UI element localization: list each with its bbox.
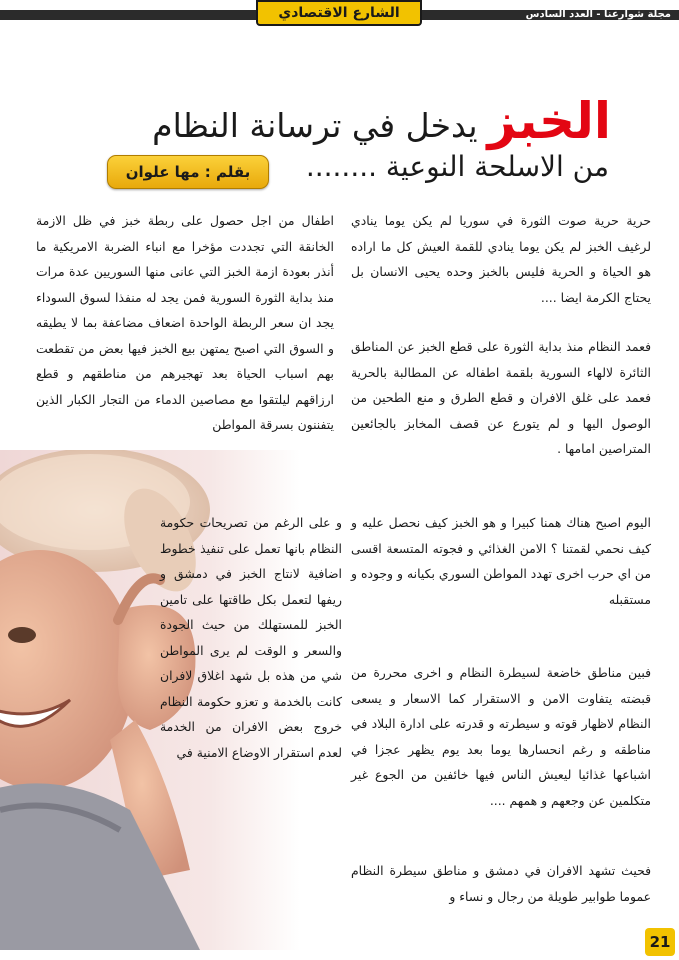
paragraph-text: فعمد النظام منذ بداية الثورة على قطع الخبز عن المناطق الثائرة لالهاء السورية بلقمة اطفاله عن المطالبة بالحرية فعمد على غلق الافران و قطع الطرق و منع الطحين من الوصول اليها و لم يتورع عن قصف المخابز بالجائعين المتراصين امامها . [351, 339, 651, 456]
paragraph-text: فحيث تشهد الافران في دمشق و مناطق سيطرة النظام عموما طوابير طويلة من رجال و نساء و [351, 863, 651, 904]
paragraph [351, 334, 651, 462]
paragraph [351, 660, 651, 813]
paragraph-text: حرية حرية صوت الثورة في سوريا لم يكن يوما ينادي لرغيف الخبز لم يكن يوما ينادي للقمة العيش كل ما اراده هو الحياة و الحرية فليس بالخبز وحده يحيى الانسان بل يحتاج الكرمة ايضا .... [351, 213, 651, 305]
article-title [91, 76, 611, 150]
paragraph-text: اطفال من اجل حصول على ربطة خبز في ظل الازمة الخانقة التي تجددت مؤخرا مع انباء الضربة الامريكية ما أنذر بعودة ازمة الخبز التي عانى منها السوريين عدة مرات منذ بداية الثورة السورية فمن يجد له منفذا لسوق السوداء يجد ان سعر الربطة الواحدة اضعاف مضاعفة بما لا يطيقه و السوق التي اصبح يمتهن بيع الخبز فيها بعض من تقطعت بهم اسباب الحياة بعد تهجيرهم من مناطقهم و قطع ارزاقهم ليلتقوا مع مصاصين الدماء من التجار الكبار الذين يتفننون بسرقة المواطن [36, 213, 334, 432]
paragraph [351, 858, 651, 909]
paragraph [351, 510, 651, 612]
paragraph [36, 208, 334, 438]
paragraph [160, 510, 342, 765]
paragraph-text: فبين مناطق خاضعة لسيطرة النظام و اخرى محررة من قبضته يتفاوت الامن و الاستقرار كما الاسعار و يسعى النظام لاظهار قوته و سيطرته و قدرته على ادارة البلاد في مناطقه و رغم انحسارها يوما بعد يوم يظهر عجزا في اشباعها غذائيا ليعيش الناس فيها خائفين من الجوع غير متكلمين عن وجعهم و همهم .... [351, 665, 651, 808]
paragraph-text: و على الرغم من تصريحات حكومة النظام بانها تعمل على تنفيذ خطوط اضافية لانتاج الخبز في دمشق و ريفها لتعمل بكل طاقتها على تامين الخبز للمستهلك من حيث الجودة والسعر و الوقت لم يرى المواطن شي من هذه بل شهد اغلاق لافران كانت بالخدمة و تعزو حكومة النظام خروج بعض الافران من الخدمة لعدم استقرار الاوضاع الامنية في [160, 515, 342, 760]
page-number: 21 [645, 928, 675, 956]
magazine-name: مجلة شوارعنا - العدد السادس [525, 9, 671, 20]
article-subtitle: من الاسلحة النوعية ........ [305, 150, 609, 183]
title-rest: يدخل في ترسانة النظام [152, 106, 478, 146]
paragraph-text: اليوم اصبح هناك همنا كبيرا و هو الخبز كيف نحصل عليه و كيف نحمي لقمتنا ؟ الامن الغذائي و فجوته المتسعة اقسى من اي حرب اخرى تهدد المواطن السوري بكيانه و وجوده و مستقبله [351, 515, 651, 607]
page-header [0, 0, 679, 26]
paragraph [351, 208, 651, 310]
author-byline: بقلم : مها علوان [107, 155, 269, 189]
section-label: الشارع الاقتصادي [256, 0, 422, 26]
title-highlight: الخبز [487, 92, 611, 150]
